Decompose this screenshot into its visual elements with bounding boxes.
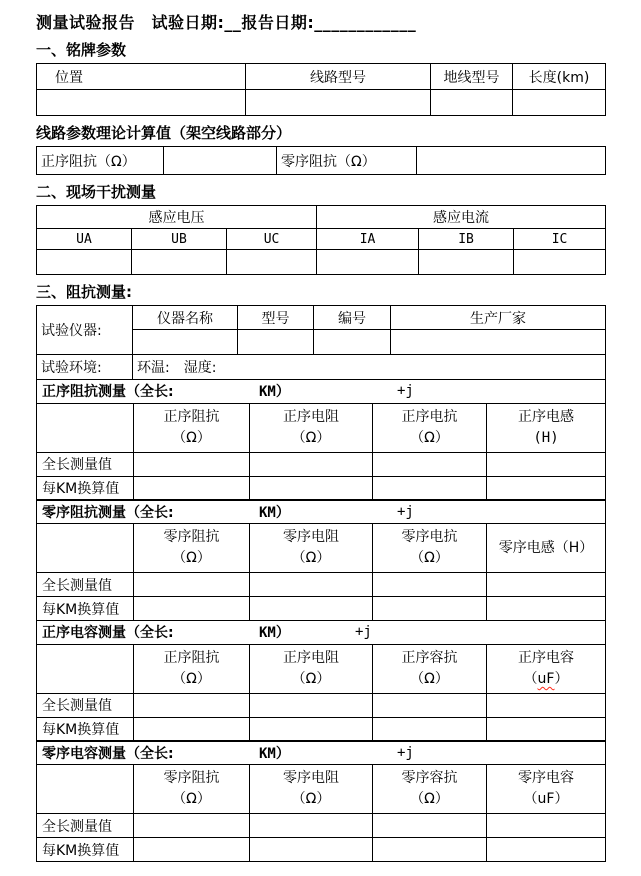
instrument-col-manufacturer: 生产厂家 xyxy=(391,306,606,330)
nameplate-table xyxy=(36,63,606,116)
theory-table xyxy=(36,146,606,175)
value-cell[interactable] xyxy=(373,814,487,838)
positive-seq-capacitance-table xyxy=(36,620,606,742)
plus-j-label: +j xyxy=(397,744,414,761)
col-ub: UB xyxy=(132,229,227,250)
nameplate-col-location: 位置 xyxy=(37,64,246,90)
nameplate-location-value-cell[interactable] xyxy=(37,90,246,116)
value-cell[interactable] xyxy=(373,452,487,476)
value-cell[interactable] xyxy=(487,838,606,862)
section-title: 正序阻抗测量（全长: xyxy=(42,384,174,401)
corner-cell xyxy=(37,644,134,693)
col-header-misspelled: 正序电容 （uF） xyxy=(487,644,606,693)
value-cell[interactable] xyxy=(134,476,250,500)
col-header: 零序电阻 （Ω） xyxy=(250,524,373,573)
value-cell[interactable] xyxy=(134,814,250,838)
col-header: 正序电阻 （Ω） xyxy=(250,644,373,693)
col-header: 零序电感（H） xyxy=(487,524,606,573)
zero-seq-impedance-table xyxy=(36,499,606,621)
row-label-full-length: 全长测量值 xyxy=(37,814,134,838)
value-cell[interactable] xyxy=(134,452,250,476)
col-header: 正序电感 (H) xyxy=(487,403,606,452)
col-header: 正序阻抗 （Ω） xyxy=(134,403,250,452)
corner-cell xyxy=(37,524,134,573)
value-cell[interactable] xyxy=(134,838,250,862)
zero-seq-impedance-value-cell[interactable] xyxy=(417,147,606,175)
col-ia: IA xyxy=(317,229,419,250)
nameplate-ground-model-value-cell[interactable] xyxy=(431,90,513,116)
zero-seq-impedance-section-row xyxy=(37,500,606,524)
induced-voltage-group-header: 感应电压 xyxy=(37,206,317,229)
plus-j-label: +j xyxy=(397,503,414,520)
col-header: 零序电阻 （Ω） xyxy=(250,765,373,814)
instrument-table xyxy=(36,305,606,380)
nameplate-line-model-value-cell[interactable] xyxy=(246,90,431,116)
value-cell[interactable] xyxy=(373,838,487,862)
value-cell[interactable] xyxy=(487,717,606,741)
environment-label: 试验环境: xyxy=(37,355,133,380)
plus-j-label: +j xyxy=(397,383,414,400)
col-header: 正序容抗 （Ω） xyxy=(373,644,487,693)
heading-nameplate: 一、铭牌参数 xyxy=(36,41,127,59)
nameplate-col-line-model: 线路型号 xyxy=(246,64,431,90)
spellcheck-underline: uF xyxy=(537,670,555,687)
instrument-label: 试验仪器: xyxy=(37,306,133,355)
value-cell[interactable] xyxy=(487,573,606,597)
zero-seq-capacitance-section-row xyxy=(37,741,606,765)
row-label-full-length: 全长测量值 xyxy=(37,693,134,717)
value-cell[interactable] xyxy=(250,573,373,597)
ia-value-cell[interactable] xyxy=(317,250,419,275)
col-uc: UC xyxy=(227,229,317,250)
positive-seq-impedance-table xyxy=(36,379,606,501)
nameplate-col-ground-model: 地线型号 xyxy=(431,64,513,90)
km-label: KM） xyxy=(259,625,290,642)
value-cell[interactable] xyxy=(250,717,373,741)
heading-theory: 线路参数理论计算值（架空线路部分） xyxy=(36,124,292,142)
col-header: 正序电抗 （Ω） xyxy=(373,403,487,452)
col-header: 零序阻抗 （Ω） xyxy=(134,524,250,573)
section-title: 正序电容测量（全长: xyxy=(42,625,174,642)
col-ua: UA xyxy=(37,229,132,250)
interference-table xyxy=(36,205,606,275)
value-cell[interactable] xyxy=(250,452,373,476)
value-cell[interactable] xyxy=(373,693,487,717)
heading-impedance: 三、阻抗测量: xyxy=(36,283,132,301)
col-ic: IC xyxy=(514,229,606,250)
col-ib: IB xyxy=(419,229,514,250)
uc-value-cell[interactable] xyxy=(227,250,317,275)
zero-seq-capacitance-table xyxy=(36,740,606,862)
instrument-col-serial: 编号 xyxy=(314,306,391,330)
col-header: 正序阻抗 （Ω） xyxy=(134,644,250,693)
instrument-col-name: 仪器名称 xyxy=(133,306,238,330)
instrument-manufacturer-value-cell[interactable] xyxy=(391,330,606,355)
ic-value-cell[interactable] xyxy=(514,250,606,275)
instrument-col-model: 型号 xyxy=(238,306,314,330)
value-cell[interactable] xyxy=(250,597,373,621)
value-cell[interactable] xyxy=(487,814,606,838)
km-label: KM） xyxy=(259,745,290,762)
corner-cell xyxy=(37,765,134,814)
document-title: 测量试验报告 试验日期:__报告日期:____________ xyxy=(36,13,417,32)
ub-value-cell[interactable] xyxy=(132,250,227,275)
value-cell[interactable] xyxy=(373,717,487,741)
col-header: 零序电抗 （Ω） xyxy=(373,524,487,573)
instrument-name-value-cell[interactable] xyxy=(133,330,238,355)
row-label-full-length: 全长测量值 xyxy=(37,452,134,476)
value-cell[interactable] xyxy=(487,597,606,621)
km-label: KM） xyxy=(259,384,290,401)
value-cell[interactable] xyxy=(250,814,373,838)
ua-value-cell[interactable] xyxy=(37,250,132,275)
value-cell[interactable] xyxy=(487,452,606,476)
value-cell[interactable] xyxy=(250,693,373,717)
row-label-full-length: 全长测量值 xyxy=(37,573,134,597)
value-cell[interactable] xyxy=(487,693,606,717)
row-label-per-km: 每KM换算值 xyxy=(37,838,134,862)
col-header: 零序容抗 （Ω） xyxy=(373,765,487,814)
nameplate-length-value-cell[interactable] xyxy=(513,90,606,116)
row-label-per-km: 每KM换算值 xyxy=(37,717,134,741)
zero-seq-impedance-label: 零序阻抗（Ω） xyxy=(277,147,417,175)
positive-seq-impedance-value-cell[interactable] xyxy=(164,147,277,175)
value-cell[interactable] xyxy=(134,693,250,717)
row-label-per-km: 每KM换算值 xyxy=(37,476,134,500)
row-label-per-km: 每KM换算值 xyxy=(37,597,134,621)
value-cell[interactable] xyxy=(250,838,373,862)
ib-value-cell[interactable] xyxy=(419,250,514,275)
km-label: KM） xyxy=(259,504,290,521)
heading-interference: 二、现场干扰测量 xyxy=(36,183,157,201)
col-header: 零序阻抗 （Ω） xyxy=(134,765,250,814)
section-title: 零序电容测量（全长: xyxy=(42,745,174,762)
col-header: 正序电阻 （Ω） xyxy=(250,403,373,452)
nameplate-col-length: 长度(km) xyxy=(513,64,606,90)
value-cell[interactable] xyxy=(373,476,487,500)
corner-cell xyxy=(37,403,134,452)
positive-seq-impedance-label: 正序阻抗（Ω） xyxy=(37,147,164,175)
value-cell[interactable] xyxy=(250,476,373,500)
value-cell[interactable] xyxy=(134,573,250,597)
value-cell[interactable] xyxy=(134,597,250,621)
value-cell[interactable] xyxy=(373,597,487,621)
positive-seq-impedance-section-row xyxy=(37,379,606,403)
instrument-model-value-cell[interactable] xyxy=(238,330,314,355)
value-cell[interactable] xyxy=(373,573,487,597)
col-header: 零序电容 （uF） xyxy=(487,765,606,814)
induced-current-group-header: 感应电流 xyxy=(317,206,606,229)
positive-seq-capacitance-section-row xyxy=(37,620,606,644)
instrument-serial-value-cell[interactable] xyxy=(314,330,391,355)
value-cell[interactable] xyxy=(487,476,606,500)
plus-j-label: +j xyxy=(355,624,372,641)
environment-value-cell[interactable]: 环温: 湿度: xyxy=(133,355,606,380)
section-title: 零序阻抗测量（全长: xyxy=(42,504,174,521)
value-cell[interactable] xyxy=(134,717,250,741)
